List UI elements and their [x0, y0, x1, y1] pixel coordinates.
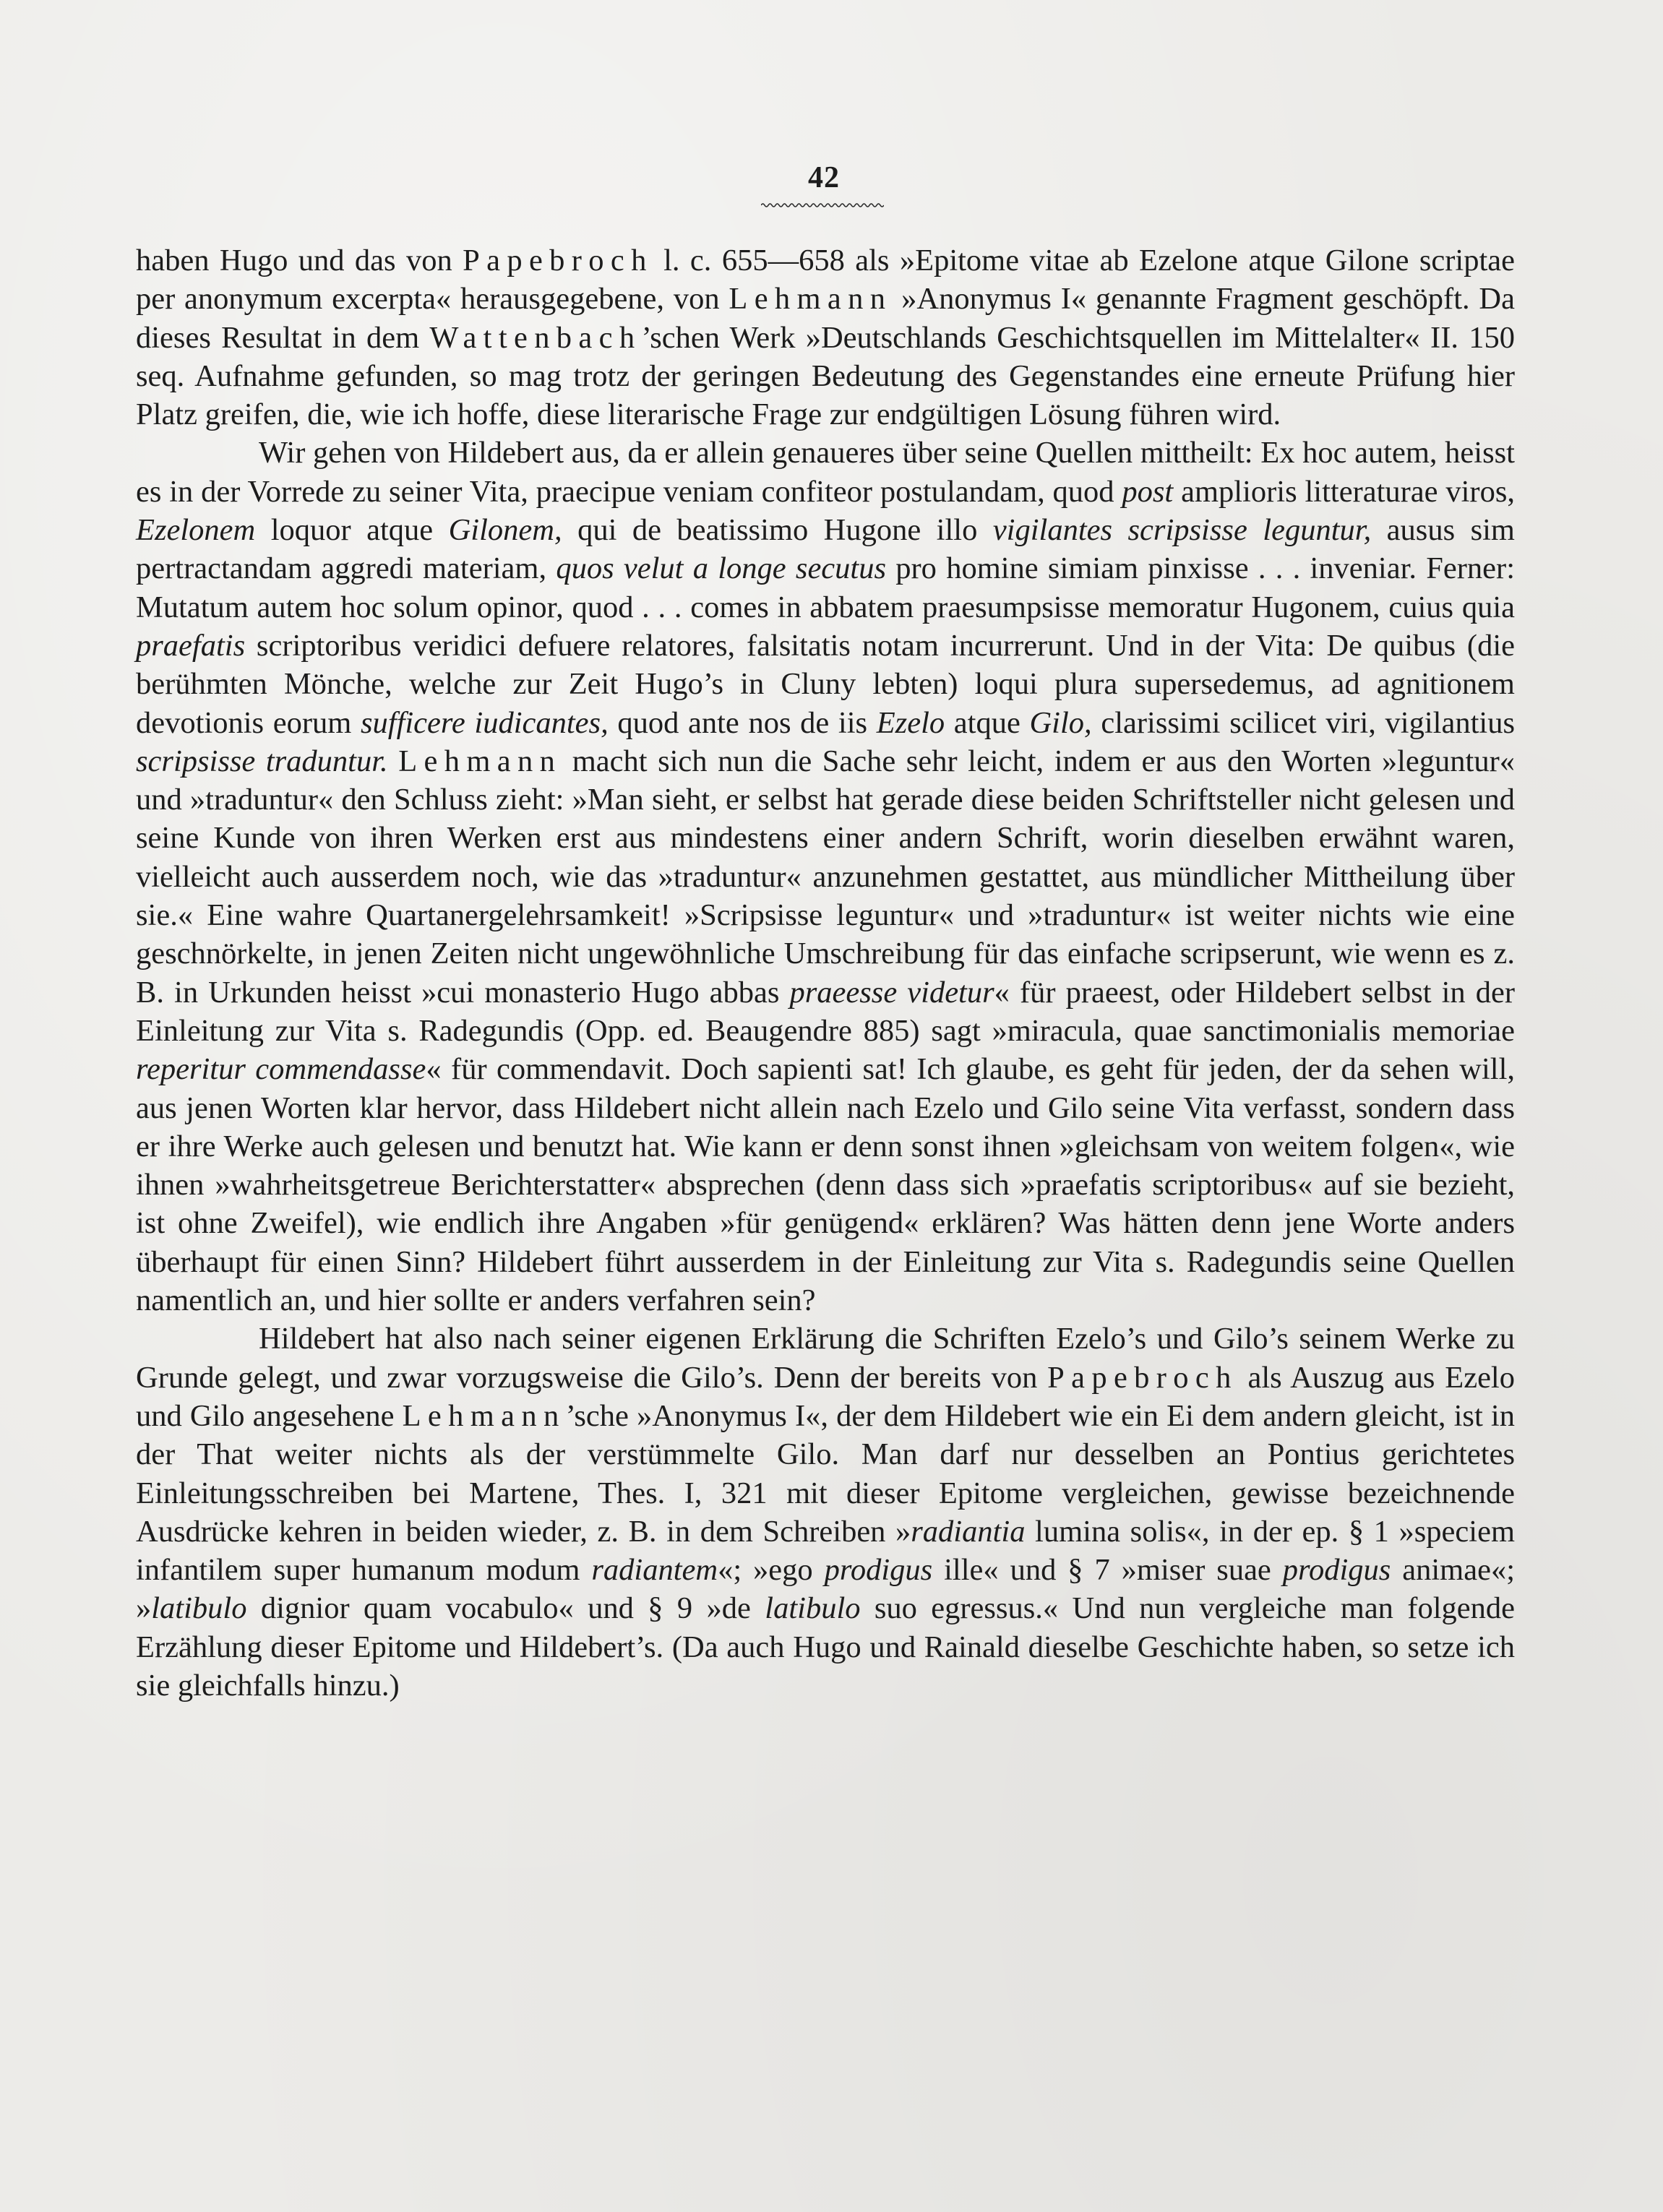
author-name: Lehmann: [398, 744, 562, 778]
latin-quote: latibulo: [151, 1591, 247, 1626]
latin-quote: sufficere iudicantes,: [360, 705, 609, 740]
text-run: amplioris litteraturae viros,: [1173, 474, 1515, 509]
text-run: macht sich nun die Sache sehr leicht, indem er aus den Worten »leguntur« und »traduntur« den Schluss zieht: »Man sieht, er selbst hat gerade diese beiden Schriftsteller nicht gelesen und seine Kunde von ihren Werken erst aus mindestens einer andern Schrift, worin dieselben erwähnt waren, vielleicht auch ausserdem noch, wie das »traduntur« anzunehmen gestattet, aus mündlicher Mittheilung über sie.« Eine wahre Quartanergelehrsamkeit! »Scripsisse leguntur« und »traduntur« ist weiter nichts wie eine geschnörkelte, in jenen Zeiten nicht ungewöhnliche Umschreibung für das einfache scripserunt, wie wenn es z. B. in Urkunden heisst »cui monasterio Hugo abbas: [136, 744, 1515, 1010]
text-run: «; »ego: [718, 1553, 825, 1588]
text-run: scriptoribus veridici defuere relatores, falsitatis notam incurrerunt. Und in der Vita: De quibus (die berühmten Mönche, welche zur Zeit Hugo’s in Cluny lebten) loqui plura supersedemus, ad agnitionem devotionis eorum: [136, 628, 1515, 740]
text-run: clarissimi scilicet viri, vigilantius: [1091, 705, 1515, 740]
author-name: Lehmann: [402, 1398, 566, 1433]
text-run: pro homine simiam pinxisse . . . inveniar. Ferner: Mutatum autem hoc solum opinor, quod . . . comes in abbatem praesumpsisse memoratur Hugonem, cuius quia: [136, 551, 1516, 624]
author-name: Wattenbach: [429, 320, 642, 355]
text-run: [388, 744, 399, 778]
text-run: Hildebert hat also nach seiner eigenen Erklärung die Schriften Ezelo’s und Gilo’s seinem Werke zu Grunde gelegt, und zwar vorzugsweise die Gilo’s. Denn der bereits von: [136, 1322, 1515, 1395]
text-run: Wir gehen von Hildebert aus, da er allein genaueres über seine Quellen mittheilt: Ex hoc autem, heisst es in der Vorrede zu seiner Vita, praecipue veniam confiteor postulandam, quod: [136, 436, 1515, 509]
latin-quote: post: [1122, 474, 1174, 509]
text-run: ausus sim pertractandam aggredi materiam,: [136, 513, 1515, 586]
latin-quote: praefatis: [136, 628, 246, 663]
paragraph: [136, 1320, 1515, 1705]
text-run: l. c. 655—658 als »Epitome vitae ab Ezelone atque Gilone scriptae per anonymum excerpta« herausgegebene, von: [136, 244, 1515, 317]
page-number-ornament-rule: [761, 202, 884, 208]
text-run: « für praeest, oder Hildebert selbst in der Einleitung zur Vita s. Radegundis (Opp. ed. Beaugendre 885) sagt »miracula, quae sanctimonialis memoriae: [136, 975, 1515, 1048]
latin-quote: Gilo,: [1029, 705, 1092, 740]
text-run: suo egressus.« Und nun vergleiche man folgende Erzählung dieser Epitome und Hildebert’s. (Da auch Hugo und Rainald dieselbe Geschichte haben, so setze ich sie gleichfalls hinzu.): [136, 1591, 1515, 1703]
text-run: atque: [945, 705, 1030, 740]
text-run: »Anonymus I« genannte Fragment geschöpft. Da dieses Resultat in dem: [136, 282, 1515, 355]
latin-quote: reperitur commendasse: [136, 1052, 426, 1087]
text-run: ille« und § 7 »miser suae: [932, 1553, 1283, 1588]
text-run: qui de beatissimo Hugone illo: [562, 513, 993, 548]
text-run: als Auszug aus Ezelo und Gilo angesehene: [136, 1360, 1515, 1433]
latin-quote: scripsisse traduntur.: [136, 744, 388, 778]
paragraph: [136, 434, 1515, 1320]
text-run: loquor atque: [255, 513, 449, 548]
author-name: Papebroch: [1047, 1360, 1238, 1395]
latin-quote: Ezelo: [876, 705, 945, 740]
author-name: Papebroch: [463, 244, 653, 277]
body-text: [136, 241, 1515, 1705]
latin-quote: radiantem: [591, 1553, 718, 1588]
latin-quote: Gilonem,: [448, 513, 562, 548]
latin-quote: vigilantes scripsisse leguntur,: [992, 513, 1372, 548]
text-run: animae«; »: [136, 1553, 1516, 1626]
text-run: haben Hugo und das von: [136, 244, 463, 277]
latin-quote: Ezelonem: [136, 513, 256, 548]
text-run: ’sche »Anonymus I«, der dem Hildebert wie ein Ei dem andern gleicht, ist in der That weiter nichts als der verstümmelte Gilo. Man darf nur desselben an Pontius gerichtetes Einleitungsschreiben bei Martene, Thes. I, 321 mit dieser Epitome vergleichen, gewisse bezeichnende Ausdrücke kehren in beiden wieder, z. B. in dem Schreiben »: [136, 1398, 1515, 1549]
text-run: dignior quam vocabulo« und § 9 »de: [246, 1591, 765, 1626]
latin-quote: quos velut a longe secutus: [556, 551, 887, 586]
paragraph: [136, 241, 1515, 434]
latin-quote: praeesse videtur: [789, 975, 994, 1010]
latin-quote: latibulo: [765, 1591, 861, 1626]
author-name: Lehmann: [729, 282, 893, 317]
text-run: ’schen Werk »Deutschlands Geschichtsquellen im Mittelalter« II. 150 seq. Aufnahme gefunden, so mag trotz der geringen Bedeutung des Gegenstandes eine erneute Prüfung hier Platz greifen, die, wie ich hoffe, diese literarische Frage zur endgültigen Lösung führen wird.: [136, 320, 1515, 432]
latin-quote: radiantia: [911, 1514, 1026, 1549]
text-run: « für commendavit. Doch sapienti sat! Ich glaube, es geht für jeden, der da sehen will, aus jenen Worten klar hervor, dass Hildebert nicht allein nach Ezelo und Gilo seine Vita verfasst, sondern dass er ihre Werke auch gelesen und benutzt hat. Wie kann er denn sonst ihnen »gleichsam von weitem folgen«, wie ihnen »wahrheitsgetreue Berichterstatter« absprechen (denn dass sich »praefatis scriptoribus« auf sie bezieht, ist ohne Zweifel), wie endlich ihre Angaben »für genügend« erklären? Was hätten denn jene Worte anders überhaupt für einen Sinn? Hildebert führt ausserdem in der Einleitung zur Vita s. Radegundis seine Quellen namentlich an, und hier sollte er anders verfahren sein?: [136, 1052, 1516, 1318]
latin-quote: prodigus: [824, 1553, 933, 1588]
text-run: lumina solis«, in der ep. § 1 »speciem infantilem super humanum modum: [136, 1514, 1515, 1588]
text-run: quod ante nos de iis: [608, 705, 877, 740]
page-number: 42: [808, 161, 840, 194]
latin-quote: prodigus: [1282, 1553, 1391, 1588]
